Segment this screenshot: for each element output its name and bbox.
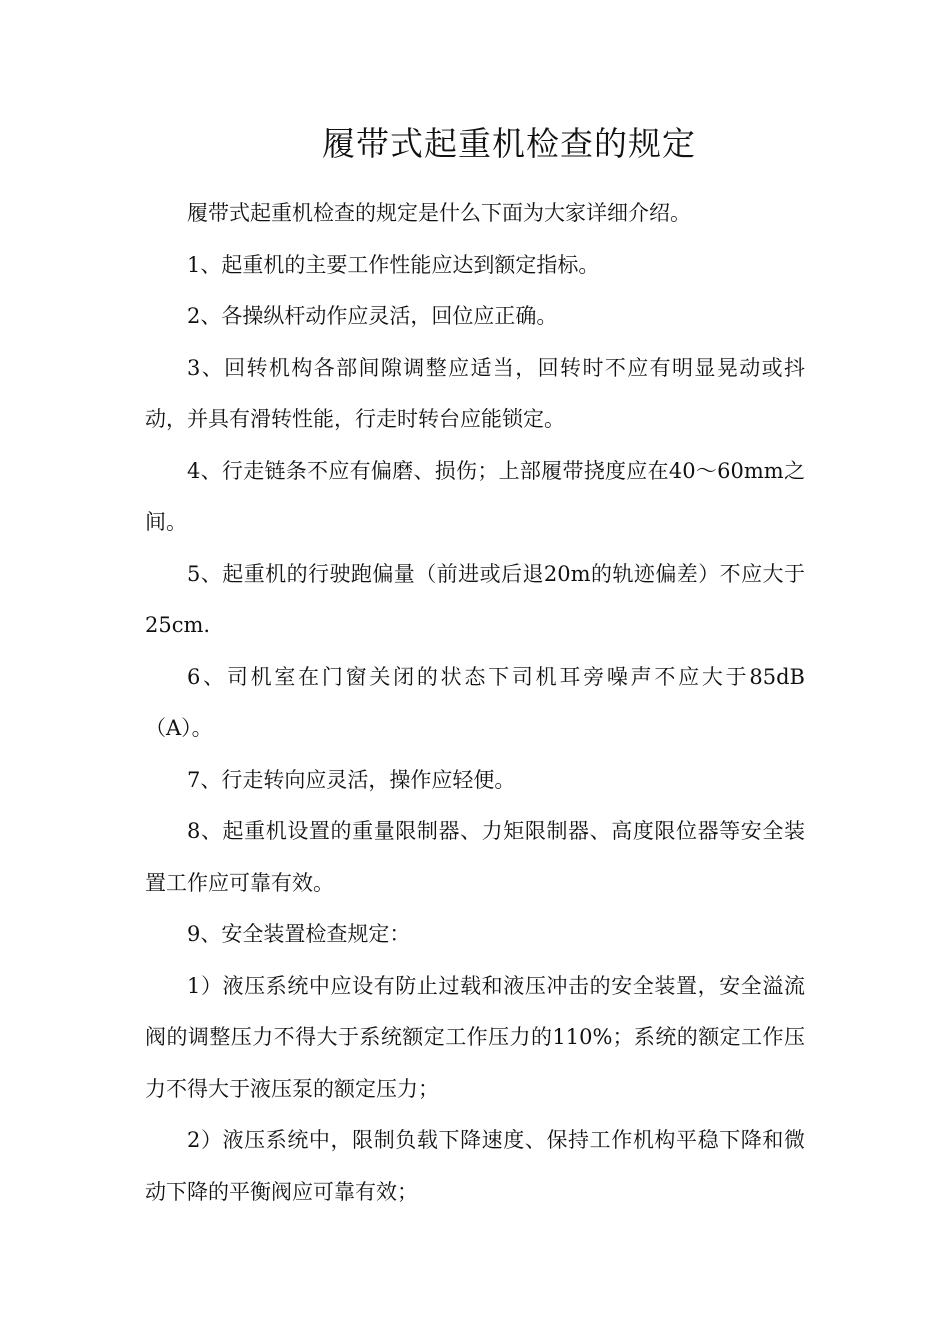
item-2-paragraph: 2、各操纵杆动作应灵活，回位应正确。	[187, 304, 558, 328]
item-6-paragraph: 6、司机室在门窗关闭的状态下司机耳旁噪声不应大于85dB（A）。	[145, 664, 805, 740]
sub-item-2-paragraph: 2）液压系统中，限制负载下降速度、保持工作机构平稳下降和微动下降的平衡阀应可靠有效；	[145, 1128, 805, 1204]
item-5-paragraph: 5、起重机的行驶跑偏量（前进或后退20m的轨迹偏差）不应大于25cm.	[145, 561, 805, 637]
document-body	[145, 188, 805, 1218]
item-9-paragraph: 9、安全装置检查规定：	[187, 922, 411, 946]
item-4-paragraph: 4、行走链条不应有偏磨、损伤；上部履带挠度应在40～60mm之间。	[145, 458, 805, 534]
item-8-paragraph: 8、起重机设置的重量限制器、力矩限制器、高度限位器等安全装置工作应可靠有效。	[145, 819, 805, 895]
item-3-paragraph: 3、回转机构各部间隙调整应适当，回转时不应有明显晃动或抖动，并具有滑转性能，行走时转台应能锁定。	[145, 355, 805, 431]
item-7-paragraph: 7、行走转向应灵活，操作应轻便。	[187, 767, 516, 792]
intro-paragraph: 履带式起重机检查的规定是什么下面为大家详细介绍。	[187, 201, 691, 225]
document-title: 履带式起重机检查的规定	[322, 124, 696, 163]
item-1-paragraph: 1、起重机的主要工作性能应达到额定指标。	[187, 252, 600, 277]
sub-item-1-paragraph: 1）液压系统中应设有防止过载和液压冲击的安全装置，安全溢流阀的调整压力不得大于系统额定工作压力的110%；系统的额定工作压力不得大于液压泵的额定压力；	[145, 973, 805, 1101]
